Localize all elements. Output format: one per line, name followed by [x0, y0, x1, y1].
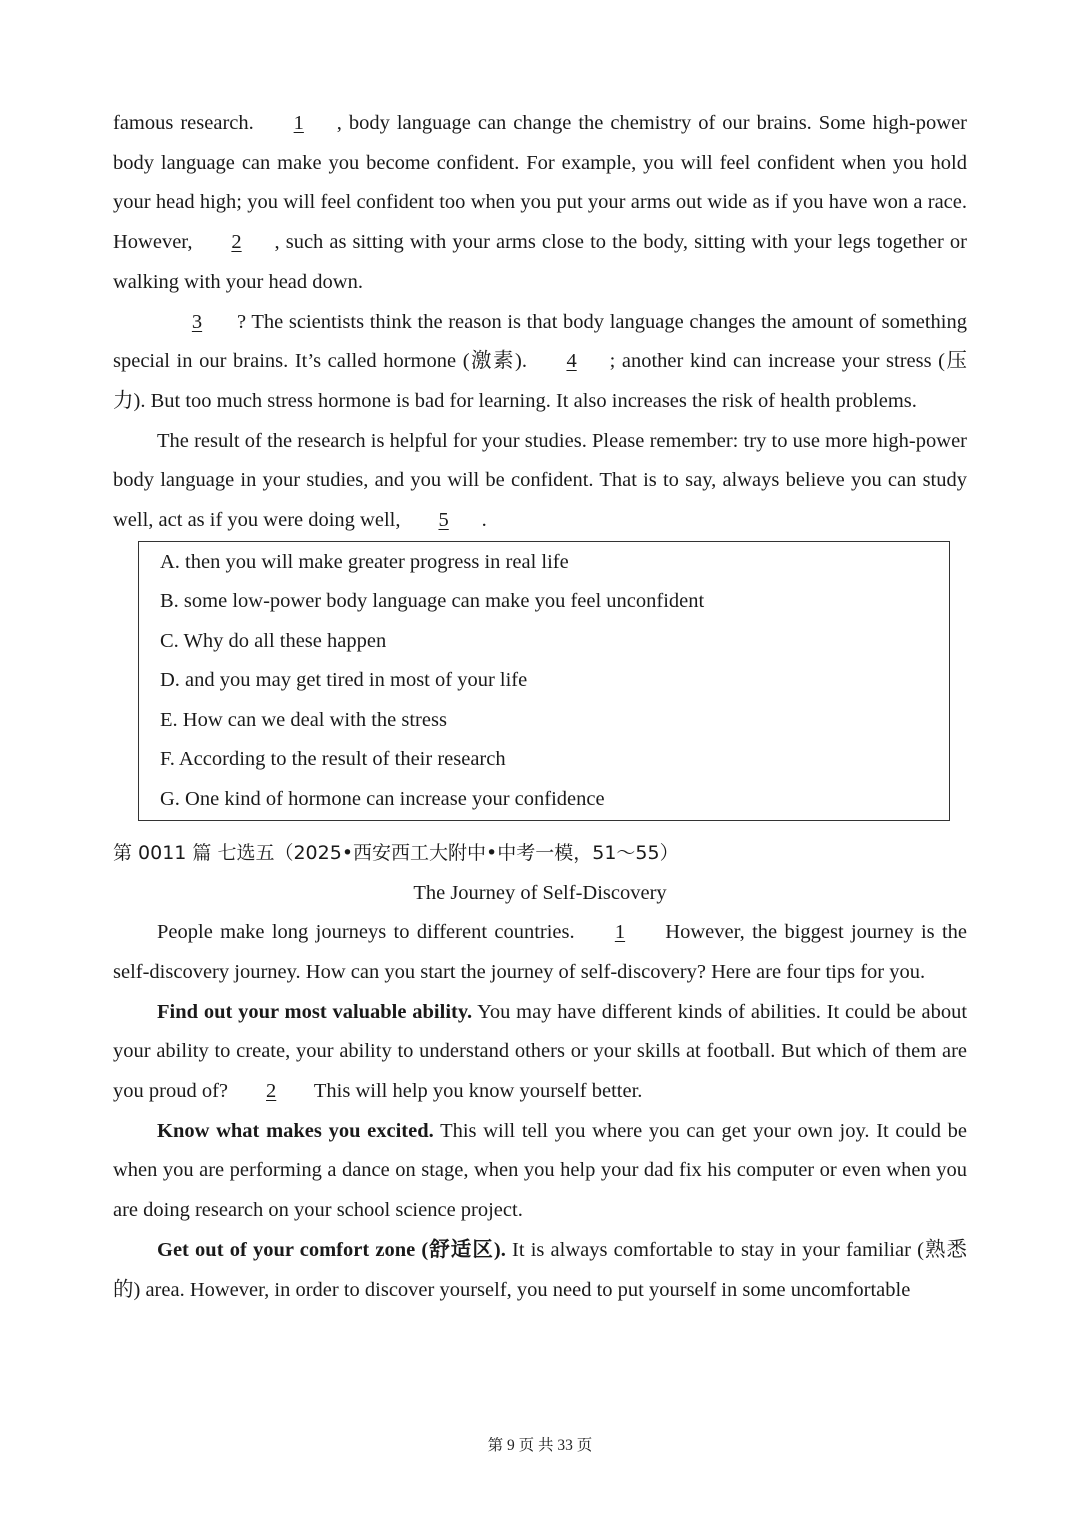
tip-heading-3: Get out of your comfort zone (舒适区).	[157, 1238, 506, 1261]
section-heading: 第 0011 篇 七选五（2025•西安西工大附中•中考一模，51～55）	[113, 842, 679, 865]
blank-4[interactable]: 4	[566, 350, 577, 373]
option-c: C. Why do all these happen	[160, 629, 387, 652]
options-box	[138, 541, 950, 822]
tip-heading-2: Know what makes you excited.	[157, 1119, 434, 1142]
blank-2[interactable]: 2	[231, 231, 242, 254]
blank-3[interactable]: 3	[191, 310, 203, 333]
option-a: A. then you will make greater progress in real life	[160, 550, 569, 573]
paragraph-3: The result of the research is helpful for your studies. Please remember: try to use more high-power body language in your studies, and you will be confident. That is to say, always believe you can study well, act as if you were doing well, 5 .	[113, 422, 967, 541]
option-e: E. How can we deal with the stress	[160, 708, 447, 731]
paragraph-2: 3 ? The scientists think the reason is that body language changes the amount of something special in our brains. It’s called hormone (激素). 4 ; another kind can increase your stress (压力). But too much stress hormone is bad for learning. It also increases the risk of health problems.	[113, 303, 967, 422]
blank-5[interactable]: 5	[438, 509, 449, 532]
passage-title: The Journey of Self-Discovery	[413, 882, 667, 905]
passage-paragraph-4: Get out of your comfort zone (舒适区). It is always comfortable to stay in your familiar (熟悉的) area. However, in order to discover yourself, you need to put yourself in some uncomfortable	[113, 1238, 967, 1301]
option-b: B. some low-power body language can make you feel unconfident	[160, 590, 705, 613]
passage-blank-1[interactable]: 1	[614, 921, 626, 944]
page-content	[113, 104, 967, 1310]
option-d: D. and you may get tired in most of your life	[160, 669, 528, 692]
paragraph-1: famous research. 1 , body language can change the chemistry of our brains. Some high-power body language can make you become confident. For example, you will feel confident when you hold your head high; you will feel confident too when you put your arms out wide as if you have won a race. However, 2 , such as sitting with your arms close to the body, sitting with your legs together or walking with your head down.	[113, 104, 967, 303]
passage-paragraph-3: Know what makes you excited. This will tell you where you can get your own joy. It could be when you are performing a dance on stage, when you help your dad fix his computer or even when you are doing research on your school science project.	[113, 1119, 967, 1222]
passage-paragraph-2: Find out your most valuable ability. You may have different kinds of abilities. It could be about your ability to create, your ability to understand others or your skills at football. But which of them are you proud of? 2 This will help you know yourself better.	[113, 993, 967, 1112]
passage-blank-2[interactable]: 2	[266, 1080, 277, 1103]
option-g: G. One kind of hormone can increase your confidence	[160, 787, 605, 810]
tip-heading-1: Find out your most valuable ability.	[157, 1000, 473, 1023]
page-footer: 第 9 页 共 33 页	[487, 1437, 593, 1454]
blank-1[interactable]: 1	[293, 112, 304, 134]
passage-paragraph-1: People make long journeys to different countries. 1 However, the biggest journey is the self-discovery journey. How can you start the journey of self-discovery? Here are four tips for you.	[113, 913, 967, 992]
option-f: F. According to the result of their research	[160, 748, 506, 771]
